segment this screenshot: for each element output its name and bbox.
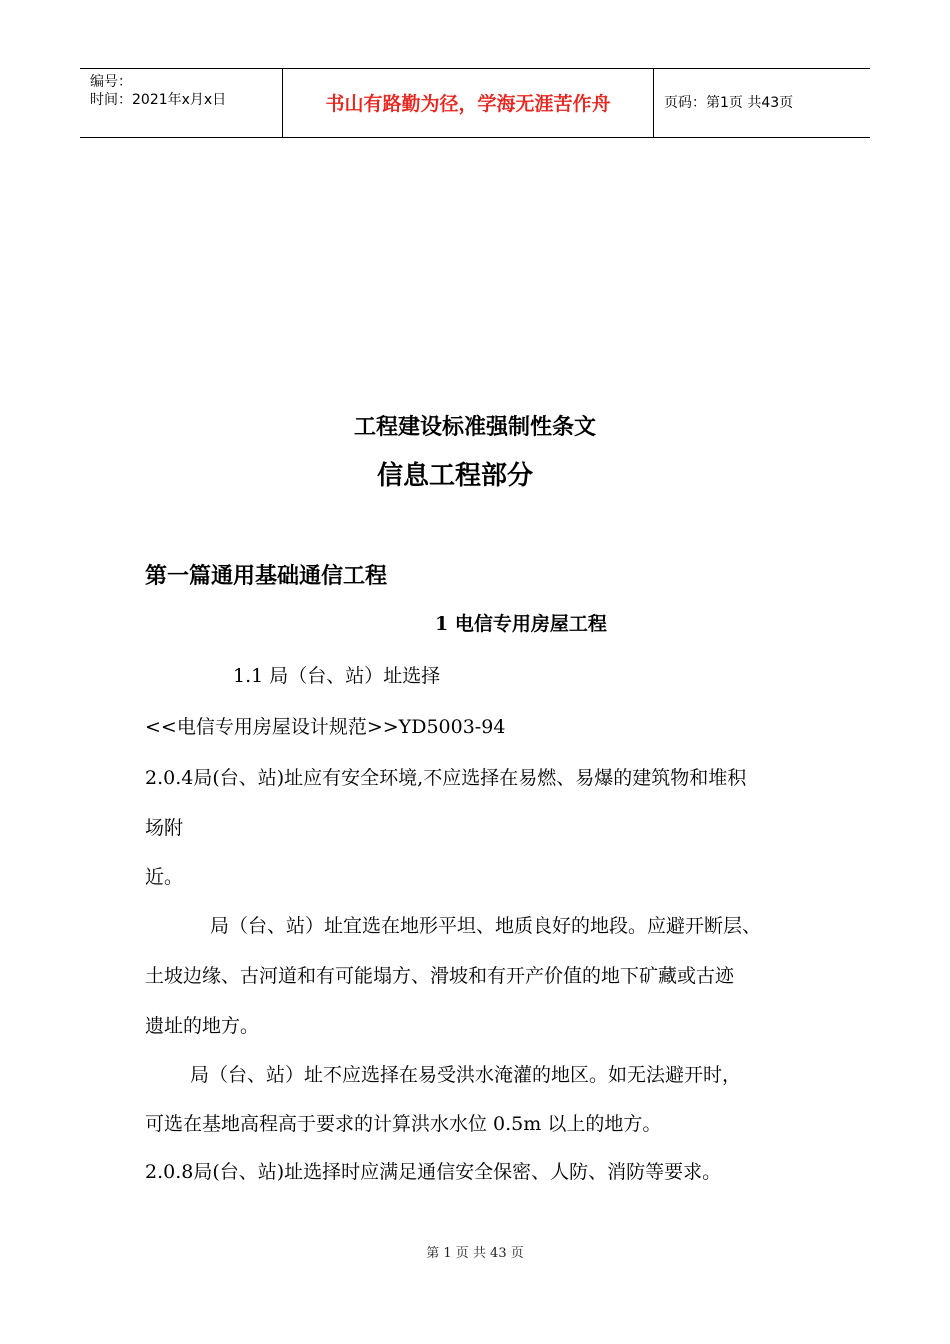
header-motto: 书山有路勤为径，学海无涯苦作舟: [325, 93, 611, 115]
document-number-label: 编号：: [90, 74, 132, 90]
header-page-code: 页码：第1页 共43页: [664, 95, 794, 111]
clause-2-0-4-line3: 近。: [145, 866, 184, 888]
clause-2-0-4-line2: 场附: [145, 817, 184, 839]
page-header: [80, 68, 870, 138]
subsection-heading: 1.1 局（台、站）址选择: [233, 665, 441, 687]
clause-2-0-5-line2: 土坡边缘、古河道和有可能塌方、滑坡和有开产价值的地下矿藏或古迹: [145, 965, 735, 987]
header-info-cell: [80, 69, 283, 137]
page-footer: 第 1 页 共 43 页: [426, 1246, 524, 1261]
document-date: 时间：2021年x月x日: [90, 92, 227, 108]
clause-2-0-8: 2.0.8局(台、站)址选择时应满足通信安全保密、人防、消防等要求。: [145, 1161, 722, 1183]
clause-2-0-6-line2: 可选在基地高程高于要求的计算洪水水位 0.5m 以上的地方。: [145, 1113, 662, 1135]
document-title: 工程建设标准强制性条文: [353, 414, 596, 440]
chapter-heading: 1 电信专用房屋工程: [435, 613, 607, 635]
spec-reference: <<电信专用房屋设计规范>>YD5003-94: [145, 716, 506, 738]
clause-2-0-5-line3: 遗址的地方。: [145, 1015, 260, 1037]
clause-2-0-4-line1: 2.0.4局(台、站)址应有安全环境,不应选择在易燃、易爆的建筑物和堆积: [145, 767, 747, 789]
clause-2-0-6-line1: 局（台、站）址不应选择在易受洪水淹灌的地区。如无法避开时，: [190, 1064, 742, 1086]
header-motto-cell: [283, 69, 654, 137]
header-page-cell: [654, 69, 870, 137]
clause-2-0-5-line1: 局（台、站）址宜选在地形平坦、地质良好的地段。应避开断层、: [210, 915, 762, 937]
section-heading: 第一篇通用基础通信工程: [145, 563, 388, 589]
document-subtitle: 信息工程部分: [376, 461, 533, 491]
